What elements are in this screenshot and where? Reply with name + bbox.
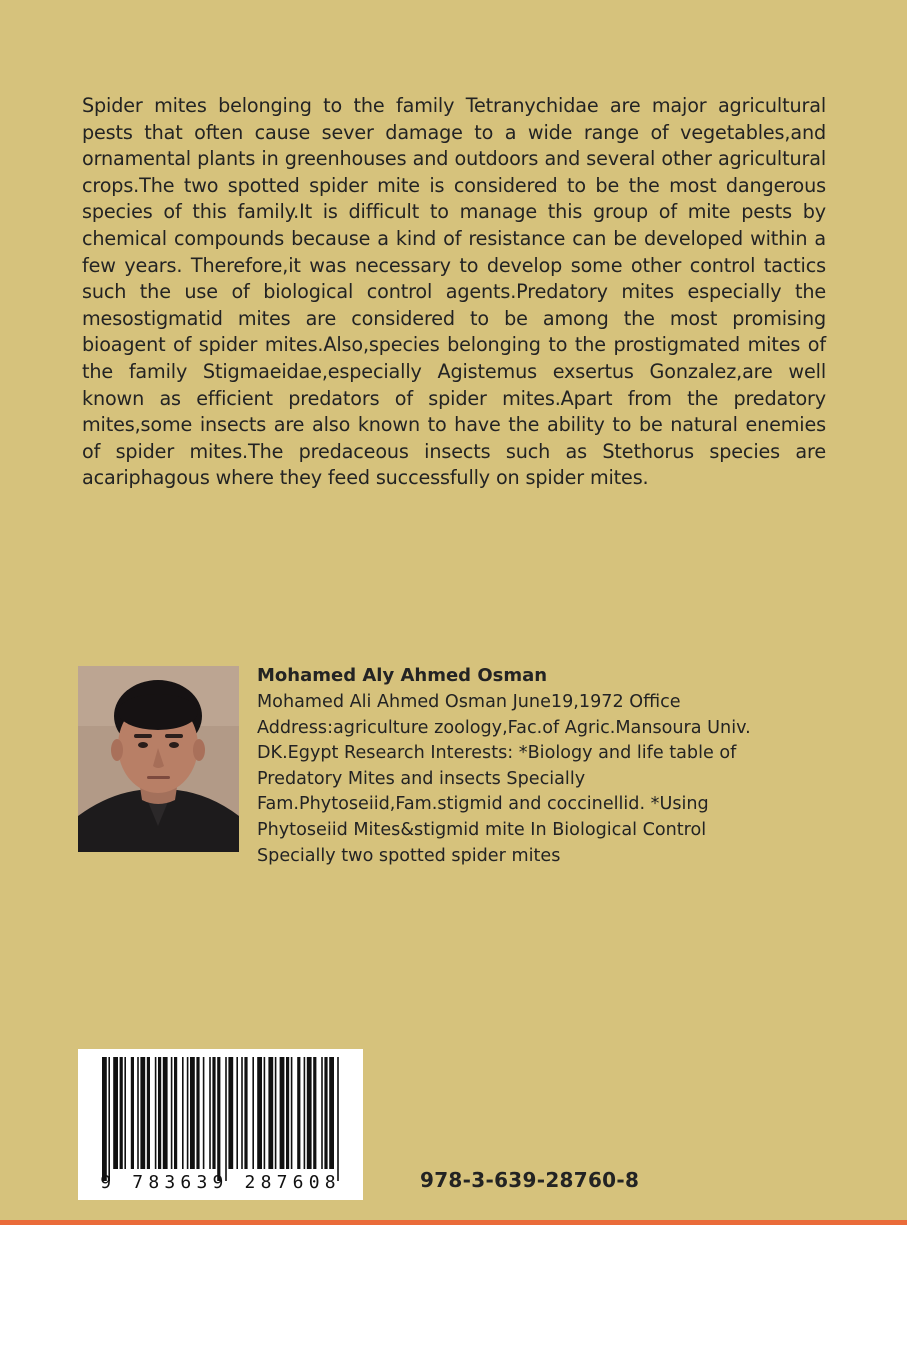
author-bio [257,690,857,869]
author-bio-line: Predatory Mites and insects Specially [257,768,586,789]
author-photo [78,666,239,852]
author-bio-line: Specially two spotted spider mites [257,845,561,866]
orange-divider [0,1220,907,1225]
isbn-number: 978-3-639-28760-8 [420,1168,640,1192]
isbn-barcode [78,1049,363,1200]
author-bio-line: Phytoseiid Mites&stigmid mite In Biological Control [257,819,707,840]
author-bio-line: Mohamed Ali Ahmed Osman June19,1972 Office [257,692,681,712]
book-description: Spider mites belonging to the family Tetranychidae are major agricultural pests that often cause sever damage to a wide range of vegetables,and ornamental plants in greenhouses and outdoors and several other agricultural crops.The two spotted spider mite is considered to be the most dangerous species of this family.It is difficult to manage this group of mite pests by chemical compounds because a kind of resistance can be developed within a few years. Therefore,it was necessary to develop some other control tactics such the use of biological control agents.Predatory mites especially the mesostigmatid mites are considered to be among the most promising bioagent of spider mites.Also,species belonging to the prostigmated mites of the family Stigmaeidae,especially Agistemus exsertus Gonzalez,are well known as efficient predators of spider mites.Apart from the predatory mites,some insects are also known to have the ability to be natural enemies of spider mites.The predaceous insects such as Stethorus species are acariphagous where they feed successfully on spider mites. [82,94,826,490]
author-bio-line: Fam.Phytoseiid,Fam.stigmid and coccinellid. *Using [257,794,709,815]
author-bio-line: DK.Egypt Research Interests: *Biology and life table of [257,743,737,764]
author-bio-line: Address:agriculture zoology,Fac.of Agric.Mansoura Univ. [257,717,751,738]
barcode-digits: 9 783639 287608 [100,1172,341,1193]
author-name: Mohamed Aly Ahmed Osman [257,665,548,686]
